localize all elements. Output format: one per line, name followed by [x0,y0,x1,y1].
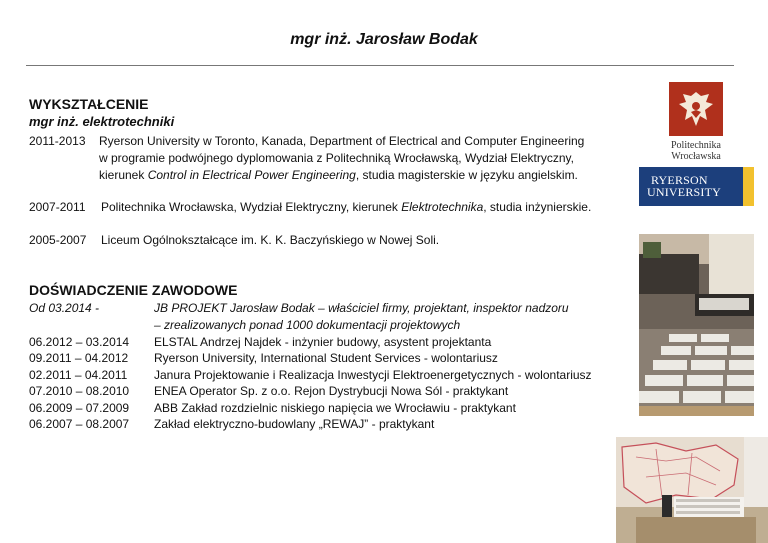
experience-text: ELSTAL Andrzej Najdek - inżynier budowy, asystent projektanta [154,335,492,349]
ryerson-logo [639,167,754,206]
education-entry-1 [29,133,86,149]
experience-date: 07.2010 – 08.2010 [29,384,130,398]
text-segment: Politechnika Wrocławska, Wydział Elektryczny, kierunek [101,200,402,214]
experience-date: 06.2009 – 07.2009 [29,401,130,415]
politechnika-logo [669,82,723,136]
experience-date: 02.2011 – 04.2011 [29,368,128,382]
experience-date: 09.2011 – 04.2012 [29,351,129,365]
office-binders-photo [639,234,754,416]
logo-text-line: Wrocławska [671,151,721,162]
experience-date: 06.2007 – 08.2007 [29,417,130,431]
eagle-emblem-icon [669,82,723,136]
logo-text-line: Politechnika [671,140,721,151]
text-segment-italic: Elektrotechnika [401,200,484,214]
education-entry-2-years: 2007-2011 [29,200,86,214]
experience-text: Janura Projektowanie i Realizacja Inwestycji Elektroenergetycznych - wolontariusz [154,368,592,382]
experience-text: ABB Zakład rozdzielnic niskiego napięcia we Wrocławiu - praktykant [154,401,516,415]
text-segment: , studia inżynierskie. [483,200,592,214]
education-entry-2-text [101,199,591,215]
education-entry-3-years: 2005-2007 [29,233,87,247]
experience-text: Zakład elektryczno-budowlany „REWAJ” - praktykant [154,417,435,431]
logo-text-line: UNIVERSITY [647,185,721,199]
page-title: mgr inż. Jarosław Bodak [290,31,478,48]
education-degree: mgr inż. elektrotechniki [29,114,175,129]
education-entry-3-text: Liceum Ogólnokształcące im. K. K. Baczyńskiego w Nowej Soli. [101,233,440,247]
experience-text: – zrealizowanych ponad 1000 dokumentacji projektowych [154,318,461,332]
education-entry-1-line3 [99,167,578,183]
text-segment: , studia magisterskie w języku angielskim. [355,168,578,182]
experience-date: Od 03.2014 - [29,301,100,315]
experience-text: ENEA Operator Sp. z o.o. Rejon Dystrybucji Nowa Sól - praktykant [154,384,509,398]
education-heading: WYKSZTAŁCENIE [29,96,149,112]
experience-text: Ryerson University, International Student Services - wolontariusz [154,351,498,365]
office-photo-image [639,234,754,416]
experience-heading: DOŚWIADCZENIE ZAWODOWE [29,282,238,298]
education-entry-1-line1: Ryerson University w Toronto, Kanada, Department of Electrical and Computer Engineering [99,134,585,148]
experience-date: 06.2012 – 03.2014 [29,335,130,349]
title-divider [26,65,734,66]
logo-text-line: RYERSON [651,173,708,187]
ryerson-accent-bar [743,167,754,206]
experience-text: JB PROJEKT Jarosław Bodak – właściciel firmy, projektant, inspektor nadzoru [154,301,569,315]
ryerson-logo-text [647,174,721,198]
politechnika-logo-text [650,140,742,162]
text-segment-italic: Control in Electrical Power Engineering [147,168,356,182]
education-years: 2011-2013 [29,134,86,148]
map-photo-image [616,437,768,543]
education-entry-1-line2: w programie podwójnego dyplomowania z Politechniką Wrocławską, Wydział Elektryczny, [99,151,574,165]
text-segment: kierunek [99,168,148,182]
map-binders-photo [616,437,768,543]
